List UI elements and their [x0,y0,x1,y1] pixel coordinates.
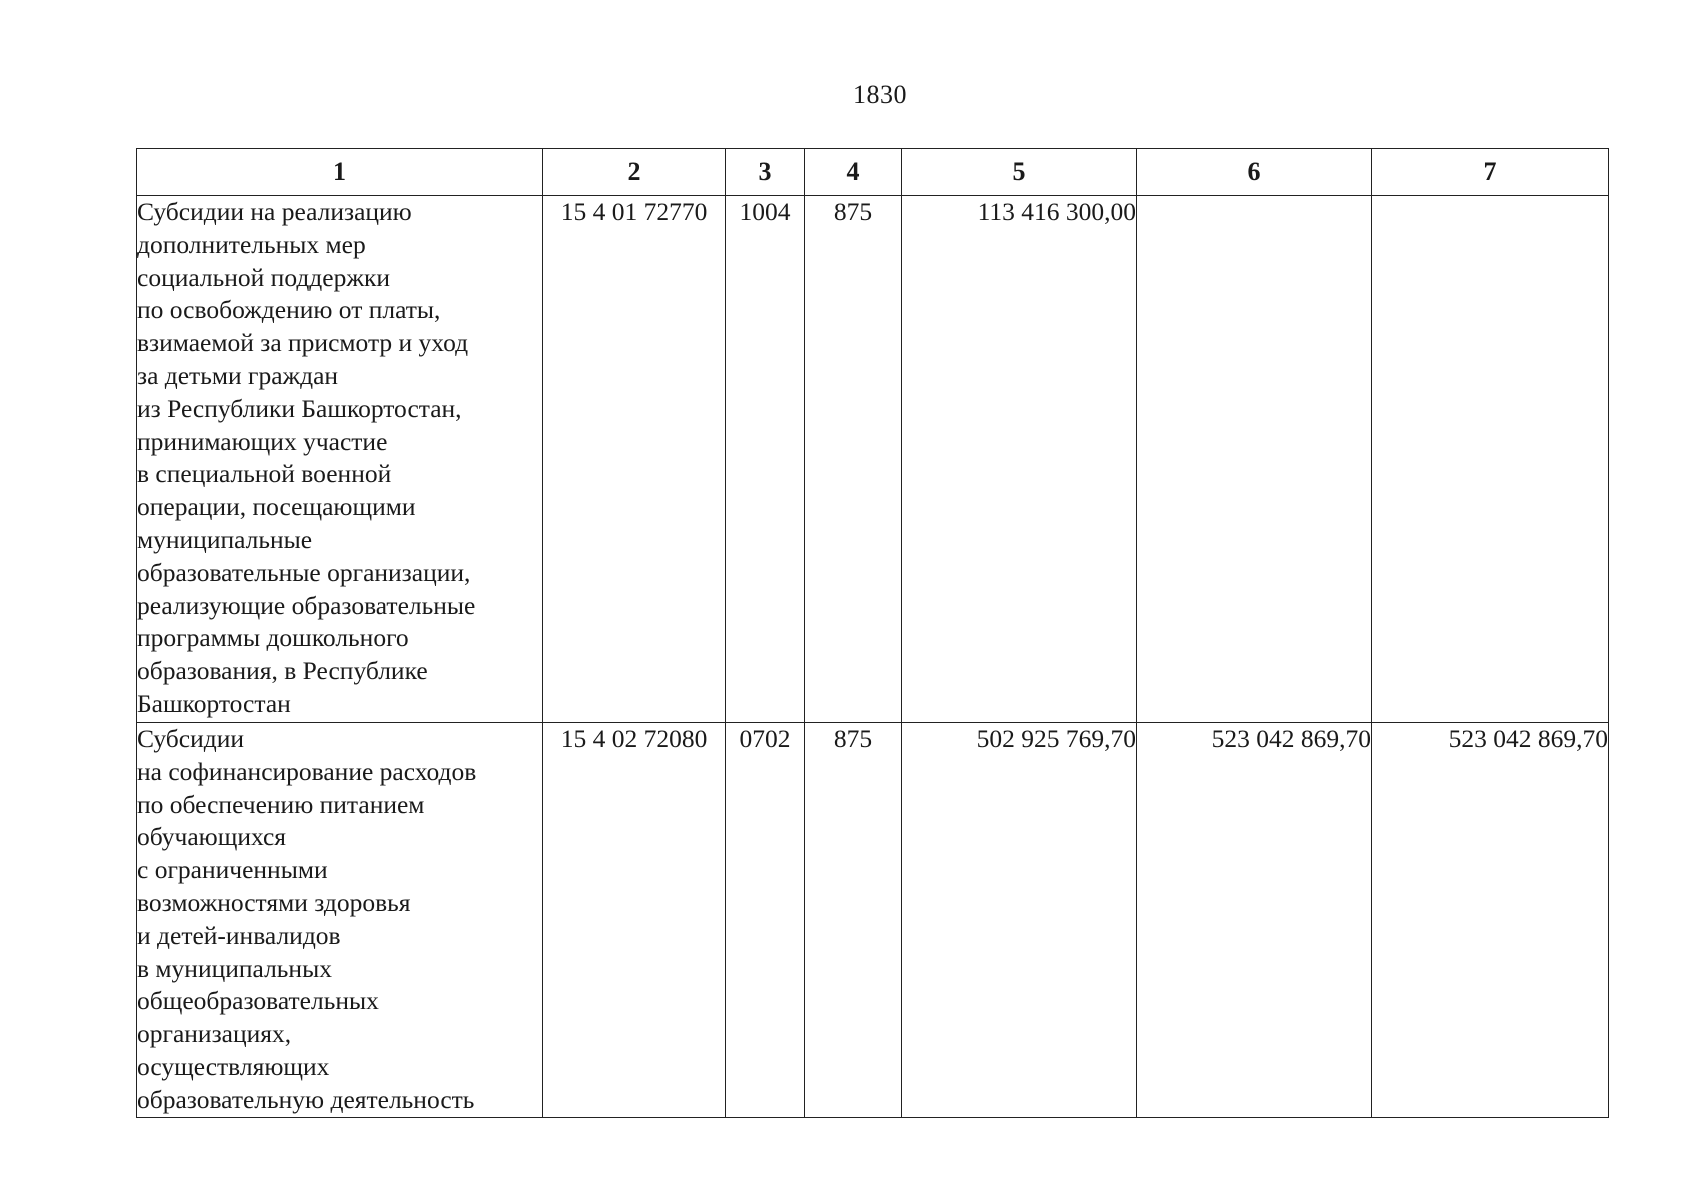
column-header-2: 2 [543,149,726,196]
row-description: Субсидии на софинансирование расходов по обеспечению питанием обучающихся с ограниченными возможностями здоровья и детей-инвалидов в муниципальных общеобразовательных организациях, осуществляющих образовательную деятельность [137,723,543,1118]
table-row [137,196,1609,723]
column-header-3: 3 [726,149,805,196]
budget-table [136,148,1609,1118]
table-header-row [137,149,1609,196]
section-code: 0702 [726,723,805,1118]
column-header-1: 1 [137,149,543,196]
amount-col7 [1372,196,1609,723]
expense-type-code: 875 [805,723,902,1118]
amount-col7: 523 042 869,70 [1372,723,1609,1118]
expense-type-code: 875 [805,196,902,723]
table-row [137,723,1609,1118]
section-code: 1004 [726,196,805,723]
column-header-5: 5 [902,149,1137,196]
row-description: Субсидии на реализацию дополнительных мер социальной поддержки по освобождению от платы, взимаемой за присмотр и уход за детьми граждан из Республики Башкортостан, принимающих участие в специальной военной операции, посещающими муниципальные образовательные организации, реализующие образовательные программы дошкольного образования, в Республике Башкортостан [137,196,543,723]
column-header-7: 7 [1372,149,1609,196]
target-code: 15 4 02 72080 [543,723,726,1118]
column-header-6: 6 [1137,149,1372,196]
column-header-4: 4 [805,149,902,196]
amount-col5: 113 416 300,00 [902,196,1137,723]
amount-col6 [1137,196,1372,723]
amount-col5: 502 925 769,70 [902,723,1137,1118]
target-code: 15 4 01 72770 [543,196,726,723]
page-number: 1830 [853,80,907,109]
amount-col6: 523 042 869,70 [1137,723,1372,1118]
